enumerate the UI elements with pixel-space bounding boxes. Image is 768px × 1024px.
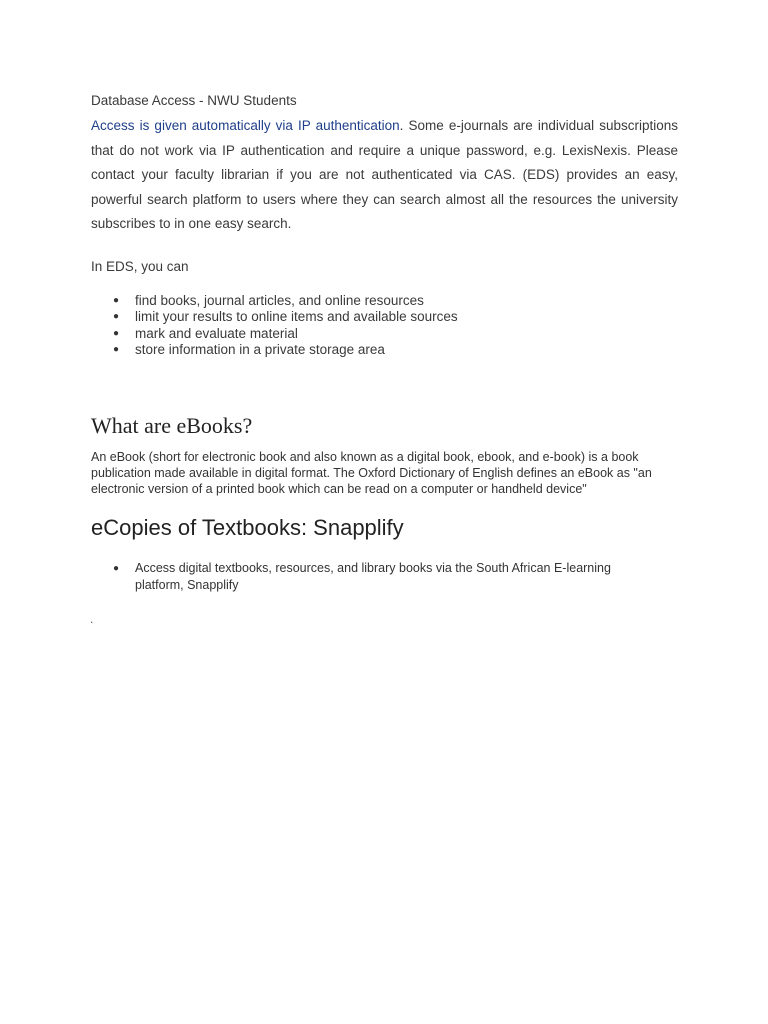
list-item-text: limit your results to online items and available sources: [135, 309, 458, 325]
ebooks-definition-paragraph: An eBook (short for electronic book and also known as a digital book, ebook, and e-book) is a book publication made available in digital format. The Oxford Dictionary of English defines an eBook as "an electronic version of a printed book which can be read on a computer or handheld device": [91, 450, 652, 496]
database-access-paragraph: [91, 114, 678, 237]
list-item-text: store information in a private storage area: [135, 342, 385, 358]
bullet-icon: ●: [113, 311, 120, 323]
eds-feature-list: [91, 293, 651, 359]
database-access-body: . Some e-journals are individual subscriptions that do not work via IP authentication and require a unique password, e.g. LexisNexis. Please contact your faculty librarian if you are not authenticated via CAS. (EDS) provides an easy, powerful search platform to users where they can search almost all the resources the university subscribes to in one easy search.: [91, 118, 678, 231]
bullet-icon: ●: [113, 295, 120, 306]
list-item: [91, 326, 651, 342]
ebooks-heading: What are eBooks?: [91, 413, 253, 438]
list-item: [91, 293, 651, 309]
list-item: [91, 342, 651, 358]
list-item-text: mark and evaluate material: [135, 325, 298, 341]
snapplify-heading: eCopies of Textbooks: Snapplify: [91, 515, 404, 540]
database-access-title: Database Access - NWU Students: [91, 93, 297, 108]
bullet-icon: ●: [113, 563, 120, 574]
list-item-text: Access digital textbooks, resources, and library books via the South African E-learning platform, Snapplify: [135, 561, 611, 592]
trailing-period: .: [90, 612, 94, 626]
bullet-icon: ●: [113, 327, 120, 339]
list-item: [91, 309, 651, 325]
list-item-text: find books, journal articles, and online resources: [135, 293, 424, 308]
eds-intro-text: In EDS, you can: [91, 259, 189, 274]
snapplify-list: [91, 560, 651, 594]
list-item: [91, 560, 651, 594]
bullet-icon: ●: [113, 344, 120, 356]
ip-authentication-lead: Access is given automatically via IP authentication: [91, 118, 400, 133]
